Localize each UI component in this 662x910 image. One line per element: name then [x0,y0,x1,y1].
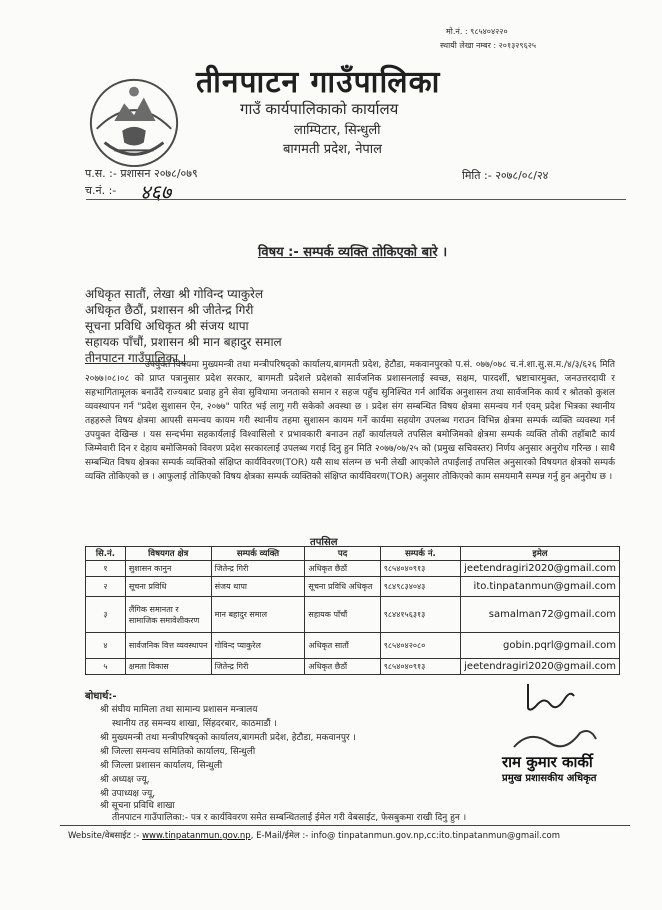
annex-title: तपसिल [310,537,338,548]
permanent-account-number: स्थायी लेखा नम्बर : २०१३२९६२५ [440,41,537,50]
letter-subject: विषय :- सम्पर्क व्यक्ति तोकिएको बारे । [258,245,448,260]
email-label: , E-Mail/ईमेल :- [250,831,309,841]
addressee-line: सहायक पाँचौं, प्रशासन श्री मान बहादुर समाल [85,335,282,349]
column-header: सम्पर्क नं. [380,547,460,561]
table-cell: ९८४४१५६३१३ [380,597,460,633]
letter-date: मिति :- २०७८/०८/२४ [462,169,549,182]
office-name: गाउँ कार्यपालिकाको कार्यालय [240,100,399,118]
body-paragraph: उपर्युक्त विषयमा मुख्यमन्त्री तथा मन्त्रीपरिषद्को कार्यालय,बागमती प्रदेश, हेटौडा, मकवानपुरको प.सं. ०७७/०७८ च.नं.शा.सु.स.म./४/३/६२६ मिति २०७७।०८।०८ को प्राप्त पत्रानुसार प्रदेश सरकार, बागमती प्रदेशले प्रदेशको सार्वजनिक प्रशासनलाई स्वच्छ, सक्षम, पारदर्शी, भ्रष्टाचारमुक्त, जनउत्तरदायी र सहभागितामूलक बनाउँदै राज्यबाट प्रवाह हुने सेवा सुविधामा जनताको समान र सहज पहुँच सुनिश्चित गर्न आर्थिक अनुशासन तथा सार्वजनिक कार्य र श्रोतको कुशल व्यवस्थापन गर्न "प्रदेश सुशासन ऐन, २०७७" पारित भई लागु गरी सकेको अवस्था छ । प्रदेश संग सम्बन्धित विषय क्षेत्रमा समन्वय गर्न एवम् प्रदेश भित्रका स्थानीय तहहरुले विषय क्षेत्रमा आपसी समन्वय कायम गरी स्थानीय तहमा सुशासन कायम गर्ने कार्यमा सहयोग उपलब्ध गराउन विभिन्न क्षेत्रमा सम्पर्क व्यक्ति व्यवस्था गर्न उपयुक्त देखिन्छ । यस सन्दर्भमा सहकार्यलाई विश्वासिलो र प्रभावकारी बनाउन तहाँ कार्यालयले तपसिल बमोजिमको क्षेत्रमा सम्पर्क व्यक्ति तोकी तहाँबाटै कार्य जिम्मेवारी दिन र देहाय बमोजिमको विवरण प्रदेश सरकारलाई उपलब्ध गराई दिनु हुन मिति २०७७/०७/२५ को (प्रमुख सचिवस्तर) निर्णय अनुसार अनुरोध गरिन्छ । साथै सम्बन्धित विषय क्षेत्रका सम्पर्क व्यक्तिको संक्षिप्त कार्यविवरण(TOR) यसै साथ संलग्न छ भनी लेखी आएकोले तपाईंलाई तपसिल अनुसारको विषयगत क्षेत्रको सम्पर्क व्यक्ति तोकिएको छ । आफुलाई तोकिएको विषय क्षेत्रका सम्पर्क व्यक्तिको संक्षिप्त कार्यविवरण(TOR) अनुसार तोकिएको काम समयमानै सम्पन्न गर्नु हुन अनुरोध छ । [85,360,615,482]
column-header: इमेल [461,547,620,561]
addressee-line: अधिकृत सातौं, लेखा श्री गोविन्द प्याकुरेल [85,287,264,301]
header-divider [86,199,626,200]
table-cell: क्षमता विकास [125,659,211,675]
phone-number: मो.नं. : ९८५४०४२२० [446,27,508,36]
table-header-row [86,547,620,561]
cc-line: श्री मुख्यमन्त्री तथा मन्त्रीपरिषद्को कार्यालय,बागमती प्रदेश, हेटौडा, मकवानपुर । [100,733,356,743]
official-stamp-icon [510,725,600,755]
contact-person-table [85,546,620,675]
cc-line: श्री अध्यक्ष ज्यू, [100,775,150,785]
cc-title: बोधार्थ:- [85,691,117,702]
cc-line: श्री जिल्ला प्रशासन कार्यालय, सिन्धुली [100,761,223,771]
table-cell: सार्वजनिक वित्त व्यवस्थापन [125,633,211,659]
cc-line: श्री जिल्ला समन्वय समितिको कार्यालय, सिन्धुली [100,747,256,757]
column-header: विषयगत क्षेत्र [125,547,211,561]
addressee-line: सूचना प्रविधि अधिकृत श्री संजय थापा [85,319,249,333]
table-row [86,577,620,597]
addressee-municipality: तीनपाटन गाउँपालिका । [85,351,187,365]
column-header: सि.नं. [86,547,126,561]
table-cell: ३ [86,597,126,633]
table-cell: सूचना प्रविधि [125,577,211,597]
cc-line: श्री सूचना प्रविधि शाखा [100,801,175,811]
table-cell: ४ [86,633,126,659]
email-cell: gobin.pqrl@gmail.com [461,633,620,659]
cc-line: श्री संघीय मामिला तथा सामान्य प्रशासन मन्त्रालय [100,705,258,715]
addressee-line: अधिकृत छैठौं, प्रशासन श्री जीतेन्द्र गिरी [85,303,254,317]
table-cell: लैंगिक समानता र सामाजिक समावेशीकरण [125,597,211,633]
dispatch-number-handwritten: ४६७ [140,180,172,204]
office-location: लाम्पिटार, सिन्धुली [294,123,381,138]
table-cell: संजय थापा [211,577,305,597]
fiscal-reference: प.स. :- प्रशासन २०७८/०७९ [85,167,198,180]
footer [68,830,560,841]
table-cell: जितेन्द्र गिरी [211,659,305,675]
signatory-designation: प्रमुख प्रशासकीय अधिकृत [502,773,597,784]
table-cell: २ [86,577,126,597]
email-cell: jeetendragiri2020@gmail.com [461,561,620,577]
signatory-name: राम कुमार कार्की [502,753,593,771]
email-cell: ito.tinpatanmun@gmail.com [461,577,620,597]
footer-divider [60,825,630,826]
table-cell: सहायक पाँचौं [305,597,380,633]
subject-underline [258,257,436,258]
table-row [86,659,620,675]
signature-icon [520,678,580,718]
website-link[interactable]: www.tinpatanmun.gov.np [142,831,251,841]
table-cell: ९८४९८३४०४३ [380,577,460,597]
column-header: पद [305,547,380,561]
table-row [86,597,620,633]
column-header: सम्पर्क व्यक्ति [211,547,305,561]
email-cell: jeetendragiri2020@gmail.com [461,659,620,675]
table-cell: गोविन्द प्याकुरेल [211,633,305,659]
table-cell: ९८५४०४२०८० [380,633,460,659]
letter-body [85,358,615,484]
table-cell: मान बहादुर समाल [211,597,305,633]
website-label: Website/वेबसाईट :- [68,831,140,841]
email-cell: samalman72@gmail.com [461,597,620,633]
province-name: बागमती प्रदेश, नेपाल [283,142,382,157]
table-cell: १ [86,561,126,577]
table-row [86,633,620,659]
cc-line: स्थानीय तह समन्वय शाखा, सिंहदरबार, काठमाडौं । [112,719,277,729]
table-cell: ९८५४०४०९१३ [380,659,460,675]
nepal-emblem-icon [85,72,183,170]
table-cell: अधिकृत छैठौं [305,561,380,577]
municipality-title: तीनपाटन गाउँपालिका [196,65,441,100]
table-cell: सूचना प्रविधि अधिकृत [305,577,380,597]
table-cell: जितेन्द्र गिरी [211,561,305,577]
dispatch-number-label: च.नं. :- [85,184,117,197]
table-cell: अधिकृत छैठौं [305,659,380,675]
table-cell: ५ [86,659,126,675]
email-address[interactable]: info@ tinpatanmun.gov.np,cc:ito.tinpatanmun@gmail.com [311,831,560,841]
cc-line: श्री उपाध्यक्ष ज्यू, [100,789,156,799]
cc-line: तीनपाटन गाउँपालिका:- पत्र र कार्यविवरण समेत सम्बन्धितलाई ईमेल गरी वेबसाईट, फेसबुकमा राखी दिनु हुन । [112,813,467,823]
table-row [86,561,620,577]
table-cell: अधिकृत सातौं [305,633,380,659]
table-cell: ९८५४०४०९१३ [380,561,460,577]
table-cell: सुशासन कानुन [125,561,211,577]
